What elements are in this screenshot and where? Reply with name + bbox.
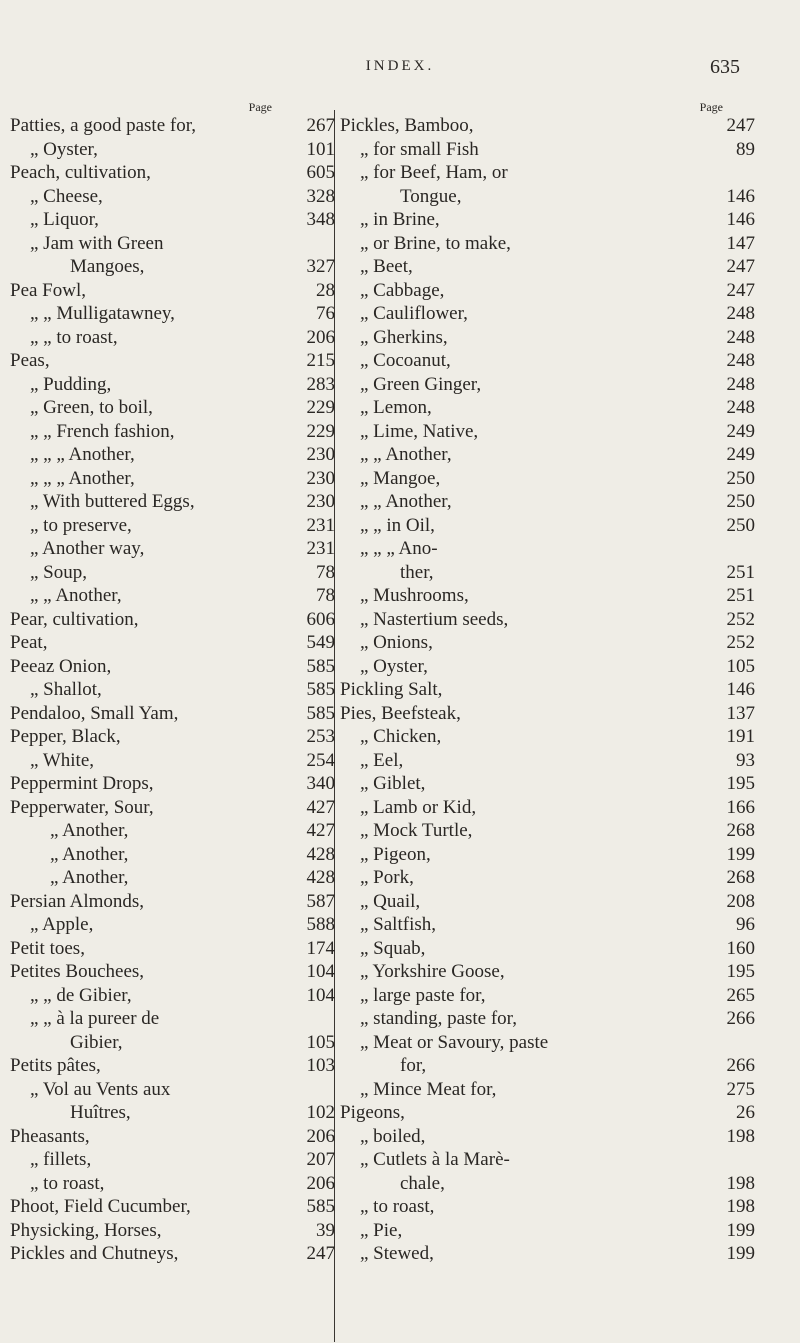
- index-entry: [10, 655, 360, 679]
- entry-text: „ to roast,: [360, 1196, 435, 1217]
- entry-text: „ Another way,: [30, 538, 145, 559]
- entry-text: „ „ Another,: [360, 491, 452, 512]
- entry-text: Peas,: [10, 350, 50, 371]
- index-entry: [10, 326, 360, 350]
- entry-page: 230: [306, 467, 335, 489]
- entry-text: „ Quail,: [360, 890, 421, 912]
- entry-text: Patties, a good paste for,: [10, 115, 197, 136]
- entry-page: 250: [726, 491, 755, 512]
- index-entry: [340, 843, 765, 867]
- entry-page: 166: [726, 796, 755, 818]
- entry-text: „ Green, to boil,: [30, 397, 153, 418]
- index-entry: [10, 1031, 360, 1055]
- entry-text: „ Lime, Native,: [360, 420, 479, 442]
- entry-page: 89: [736, 138, 755, 160]
- index-entry: [10, 208, 360, 232]
- entry-page: 266: [726, 1008, 755, 1029]
- entry-page: 26: [736, 1102, 755, 1123]
- index-entry: [10, 725, 360, 749]
- index-entry: [340, 678, 765, 702]
- entry-text: „ „ de Gibier,: [30, 984, 132, 1006]
- index-entry: [340, 279, 765, 303]
- entry-text: Pies, Beefsteak,: [340, 702, 461, 724]
- entry-page: 248: [726, 350, 755, 371]
- entry-text: „ Stewed,: [360, 1243, 434, 1264]
- index-entry: [340, 984, 765, 1008]
- entry-page: 266: [726, 1055, 755, 1076]
- page-header: [0, 58, 800, 88]
- index-entry: [10, 584, 360, 608]
- index-entry: [340, 255, 765, 279]
- entry-page: 268: [726, 820, 755, 841]
- entry-page: 254: [306, 749, 335, 771]
- index-entry: [340, 420, 765, 444]
- index-entry: [10, 490, 360, 514]
- entry-page: 348: [306, 209, 335, 230]
- entry-text: „ large paste for,: [360, 984, 486, 1006]
- entry-text: „ boiled,: [360, 1125, 426, 1147]
- index-entry: [10, 396, 360, 420]
- entry-page: 39: [316, 1219, 335, 1241]
- index-entry: [10, 678, 360, 702]
- entry-page: 215: [306, 350, 335, 371]
- entry-page: 283: [306, 373, 335, 395]
- index-entry: [340, 749, 765, 773]
- entry-text: „ standing, paste for,: [360, 1008, 518, 1029]
- entry-page: 137: [726, 702, 755, 724]
- entry-page: 93: [736, 749, 755, 771]
- index-entry: [340, 349, 765, 373]
- entry-page: 230: [306, 444, 335, 465]
- entry-text: „ Chicken,: [360, 726, 442, 747]
- index-entry: [10, 138, 360, 162]
- entry-text: „ Eel,: [360, 749, 404, 771]
- entry-text: „ Cabbage,: [360, 279, 445, 301]
- entry-text: „ Soup,: [30, 561, 87, 583]
- index-entry: [10, 1101, 360, 1125]
- entry-text: „ in Brine,: [360, 209, 440, 230]
- entry-text: ther,: [400, 561, 434, 583]
- entry-page: 78: [316, 585, 335, 606]
- index-entry: [10, 819, 360, 843]
- entry-text: Tongue,: [400, 185, 462, 207]
- entry-text: Petites Bouchees,: [10, 961, 145, 982]
- entry-text: Physicking, Horses,: [10, 1219, 162, 1241]
- entry-page: 231: [306, 538, 335, 559]
- entry-page: 174: [306, 937, 335, 959]
- index-entry: [10, 561, 360, 585]
- entry-page: 605: [306, 162, 335, 183]
- index-entry: [340, 443, 765, 467]
- entry-page: 340: [306, 773, 335, 794]
- index-entry: [340, 913, 765, 937]
- entry-page: 229: [306, 420, 335, 442]
- entry-text: Peppermint Drops,: [10, 773, 154, 794]
- entry-text: „ „ Another,: [30, 585, 122, 606]
- index-entry: [10, 537, 360, 561]
- index-entry: [10, 1054, 360, 1078]
- entry-text: Pendaloo, Small Yam,: [10, 702, 179, 724]
- index-entry: [340, 1125, 765, 1149]
- entry-page: 103: [306, 1055, 335, 1076]
- index-entry: [340, 890, 765, 914]
- entry-page: 585: [306, 702, 335, 724]
- index-entry: [340, 1195, 765, 1219]
- entry-page: 428: [306, 843, 335, 865]
- entry-page: 249: [726, 444, 755, 465]
- entry-text: Mangoes,: [70, 256, 145, 277]
- entry-page: 252: [726, 632, 755, 653]
- entry-page: 195: [726, 961, 755, 982]
- index-entry: [10, 984, 360, 1008]
- entry-text: „ Shallot,: [30, 679, 102, 700]
- index-entry: [340, 655, 765, 679]
- index-entry: [10, 866, 360, 890]
- index-entry: [340, 373, 765, 397]
- entry-page: 252: [726, 608, 755, 630]
- entry-text: „ Cheese,: [30, 185, 103, 207]
- entry-page: 28: [316, 279, 335, 301]
- entry-page: 585: [306, 655, 335, 677]
- entry-text: Pickles, Bamboo,: [340, 115, 474, 136]
- index-entry: [10, 514, 360, 538]
- entry-page: 248: [726, 303, 755, 324]
- entry-text: „ Lamb or Kid,: [360, 796, 477, 818]
- entry-page: 146: [726, 679, 755, 700]
- entry-text: „ Mangoe,: [360, 467, 441, 489]
- entry-text: Peach, cultivation,: [10, 162, 151, 183]
- entry-page: 427: [306, 796, 335, 818]
- entry-page: 428: [306, 867, 335, 888]
- index-entry: [10, 1172, 360, 1196]
- entry-text: Peat,: [10, 632, 48, 653]
- entry-page: 587: [306, 890, 335, 912]
- index-entry: [340, 561, 765, 585]
- index-entry: [340, 467, 765, 491]
- index-entry: [340, 1031, 765, 1055]
- entry-text: „ Gherkins,: [360, 326, 448, 348]
- index-entry: [10, 608, 360, 632]
- entry-page: 96: [736, 914, 755, 935]
- entry-page: 198: [726, 1172, 755, 1194]
- entry-page: 247: [726, 115, 755, 136]
- index-entry: [340, 208, 765, 232]
- entry-page: 253: [306, 726, 335, 747]
- index-entry: [340, 819, 765, 843]
- entry-page: 249: [726, 420, 755, 442]
- entry-page: 102: [306, 1102, 335, 1123]
- entry-text: „ Cocoanut,: [360, 350, 451, 371]
- index-entry: [340, 114, 765, 138]
- index-entry: [340, 185, 765, 209]
- index-entry: [340, 725, 765, 749]
- entry-text: „ or Brine, to make,: [360, 232, 511, 254]
- index-entry: [10, 890, 360, 914]
- index-entry: [10, 443, 360, 467]
- entry-text: „ Beet,: [360, 256, 413, 277]
- entry-page: 250: [726, 514, 755, 536]
- index-entry: [10, 232, 360, 256]
- index-entry: [340, 866, 765, 890]
- entry-text: „ Meat or Savoury, paste: [360, 1031, 549, 1053]
- entry-text: Pheasants,: [10, 1125, 90, 1147]
- index-entry: [340, 937, 765, 961]
- index-entry: [340, 490, 765, 514]
- index-column-left: [10, 100, 360, 1266]
- index-entry: [340, 1219, 765, 1243]
- entry-text: chale,: [400, 1172, 445, 1194]
- entry-text: Pea Fowl,: [10, 279, 86, 301]
- entry-text: Pickles and Chutneys,: [10, 1243, 179, 1264]
- index-entry: [10, 373, 360, 397]
- index-entry: [340, 631, 765, 655]
- index-entry: [340, 1148, 765, 1172]
- page-column-label: Page: [248, 100, 272, 114]
- index-entry: [10, 279, 360, 303]
- entry-text: „ „ French fashion,: [30, 420, 175, 442]
- entry-text: „ Onions,: [360, 632, 433, 653]
- entry-text: Huîtres,: [70, 1102, 131, 1123]
- entry-page: 247: [726, 279, 755, 301]
- entry-page: 199: [726, 843, 755, 865]
- entry-text: „ Liquor,: [30, 209, 99, 230]
- entry-page: 247: [306, 1243, 335, 1264]
- entry-page: 275: [726, 1078, 755, 1100]
- entry-text: Petits pâtes,: [10, 1055, 101, 1076]
- index-entry: [340, 608, 765, 632]
- entry-text: „ „ to roast,: [30, 326, 118, 348]
- entry-text: „ Another,: [50, 820, 129, 841]
- entry-text: „ Giblet,: [360, 773, 426, 794]
- index-entry: [340, 232, 765, 256]
- entry-text: Pear, cultivation,: [10, 608, 139, 630]
- entry-text: Pickling Salt,: [340, 679, 443, 700]
- index-entry: [340, 326, 765, 350]
- entry-page: 206: [306, 1172, 335, 1194]
- index-entry: [340, 960, 765, 984]
- entry-text: Phoot, Field Cucumber,: [10, 1196, 191, 1217]
- entry-page: 265: [726, 984, 755, 1006]
- entry-page: 104: [306, 961, 335, 982]
- entry-text: Peeaz Onion,: [10, 655, 112, 677]
- entry-page: 208: [726, 890, 755, 912]
- index-entry: [340, 1007, 765, 1031]
- entry-page: 248: [726, 397, 755, 418]
- index-entry: [10, 1242, 360, 1266]
- entry-page: 198: [726, 1125, 755, 1147]
- entry-text: „ Pork,: [360, 867, 414, 888]
- entry-page: 104: [306, 984, 335, 1006]
- entry-page: 105: [306, 1031, 335, 1053]
- entry-text: „ Jam with Green: [30, 232, 164, 254]
- entry-text: Petit toes,: [10, 937, 85, 959]
- entry-text: „ Lemon,: [360, 397, 432, 418]
- entry-text: „ Squab,: [360, 937, 426, 959]
- entry-text: „ With buttered Eggs,: [30, 491, 195, 512]
- entry-text: Pepperwater, Sour,: [10, 796, 154, 818]
- entry-text: Gibier,: [70, 1031, 123, 1053]
- page-column-label: Page: [699, 100, 723, 114]
- entry-page: 606: [306, 608, 335, 630]
- entry-page: 191: [726, 726, 755, 747]
- entry-text: „ Yorkshire Goose,: [360, 961, 505, 982]
- index-entry: [340, 796, 765, 820]
- index-entry: [340, 1054, 765, 1078]
- index-entry: [340, 1078, 765, 1102]
- index-entry: [340, 161, 765, 185]
- index-entry: [10, 1078, 360, 1102]
- entry-page: 247: [726, 256, 755, 277]
- index-entry: [10, 960, 360, 984]
- entry-page: 206: [306, 1125, 335, 1147]
- entry-page: 105: [726, 655, 755, 677]
- entry-page: 146: [726, 185, 755, 207]
- index-entry: [340, 1242, 765, 1266]
- index-entry: [340, 772, 765, 796]
- entry-page: 250: [726, 467, 755, 489]
- entry-page: 101: [306, 138, 335, 160]
- entry-page: 251: [726, 585, 755, 606]
- index-entry: [10, 420, 360, 444]
- index-entry: [10, 1007, 360, 1031]
- entry-text: „ „ „ Ano-: [360, 538, 438, 559]
- index-column-right: [340, 100, 765, 1266]
- entry-text: „ Green Ginger,: [360, 373, 482, 395]
- entry-text: „ Pie,: [360, 1219, 403, 1241]
- index-entry: [10, 161, 360, 185]
- entry-page: 199: [726, 1219, 755, 1241]
- index-entry: [340, 1101, 765, 1125]
- index-entry: [340, 1172, 765, 1196]
- entry-text: „ „ „ Another,: [30, 467, 135, 489]
- entry-page: 328: [306, 185, 335, 207]
- index-entry: [340, 138, 765, 162]
- entry-page: 198: [726, 1196, 755, 1217]
- entry-text: „ Pudding,: [30, 373, 112, 395]
- entry-text: „ „ „ Another,: [30, 444, 135, 465]
- index-entry: [340, 396, 765, 420]
- entry-page: 585: [306, 679, 335, 700]
- entry-text: „ „ à la pureer de: [30, 1008, 160, 1029]
- entry-page: 206: [306, 326, 335, 348]
- entry-text: „ Another,: [50, 867, 129, 888]
- index-entry: [10, 114, 360, 138]
- index-entry: [10, 913, 360, 937]
- entry-text: „ „ in Oil,: [360, 514, 435, 536]
- entry-text: „ „ Mulligatawney,: [30, 303, 175, 324]
- index-entry: [340, 302, 765, 326]
- index-entry: [10, 185, 360, 209]
- entry-text: „ Vol au Vents aux: [30, 1078, 171, 1100]
- entry-page: 427: [306, 820, 335, 841]
- entry-page: 78: [316, 561, 335, 583]
- entry-text: „ for Beef, Ham, or: [360, 162, 508, 183]
- index-entry: [10, 796, 360, 820]
- entry-page: 268: [726, 867, 755, 888]
- entry-page: 231: [306, 514, 335, 536]
- entry-text: „ „ Another,: [360, 444, 452, 465]
- page-number: 635: [710, 56, 740, 78]
- index-entry: [10, 937, 360, 961]
- entry-text: „ Mince Meat for,: [360, 1078, 497, 1100]
- index-entry: [10, 843, 360, 867]
- entry-page: 195: [726, 773, 755, 794]
- entry-text: for,: [400, 1055, 427, 1076]
- entry-text: „ White,: [30, 749, 95, 771]
- index-entry: [10, 1125, 360, 1149]
- index-entry: [10, 467, 360, 491]
- index-entry: [10, 772, 360, 796]
- entry-text: „ to roast,: [30, 1172, 105, 1194]
- entry-page: 147: [726, 232, 755, 254]
- index-entry: [10, 631, 360, 655]
- entry-page: 160: [726, 937, 755, 959]
- index-entry: [10, 302, 360, 326]
- entry-text: „ fillets,: [30, 1149, 92, 1170]
- entry-page: 327: [306, 256, 335, 277]
- index-entry: [10, 349, 360, 373]
- entry-text: „ Pigeon,: [360, 843, 431, 865]
- entry-page: 207: [306, 1149, 335, 1170]
- index-entry: [10, 749, 360, 773]
- entry-page: 585: [306, 1196, 335, 1217]
- running-title: INDEX.: [365, 58, 435, 74]
- entry-text: „ for small Fish: [360, 138, 479, 160]
- entry-page: 146: [726, 209, 755, 230]
- entry-page: 248: [726, 373, 755, 395]
- entry-page: 229: [306, 397, 335, 418]
- entry-text: Pigeons,: [340, 1102, 405, 1123]
- index-entry: [10, 702, 360, 726]
- index-entry: [10, 255, 360, 279]
- entry-page: 267: [306, 115, 335, 136]
- index-entry: [340, 537, 765, 561]
- entry-text: „ Cutlets à la Marè-: [360, 1149, 510, 1170]
- index-entry: [10, 1219, 360, 1243]
- entry-page: 549: [306, 632, 335, 653]
- entry-text: „ Another,: [50, 843, 129, 865]
- index-entry: [10, 1195, 360, 1219]
- entry-text: „ Saltfish,: [360, 914, 436, 935]
- entry-page: 76: [316, 303, 335, 324]
- entry-text: „ Mock Turtle,: [360, 820, 473, 841]
- entry-text: „ to preserve,: [30, 514, 132, 536]
- entry-text: Persian Almonds,: [10, 890, 145, 912]
- entry-page: 588: [306, 914, 335, 935]
- index-entry: [340, 584, 765, 608]
- entry-page: 251: [726, 561, 755, 583]
- entry-text: „ Oyster,: [360, 655, 428, 677]
- entry-page: 248: [726, 326, 755, 348]
- entry-text: „ Oyster,: [30, 138, 98, 160]
- entry-text: Pepper, Black,: [10, 726, 121, 747]
- index-entry: [10, 1148, 360, 1172]
- entry-text: „ Cauliflower,: [360, 303, 468, 324]
- entry-page: 199: [726, 1243, 755, 1264]
- index-entry: [340, 514, 765, 538]
- entry-text: „ Nastertium seeds,: [360, 608, 509, 630]
- entry-text: „ Apple,: [30, 914, 94, 935]
- index-entry: [340, 702, 765, 726]
- entry-page: 230: [306, 491, 335, 512]
- entry-text: „ Mushrooms,: [360, 585, 469, 606]
